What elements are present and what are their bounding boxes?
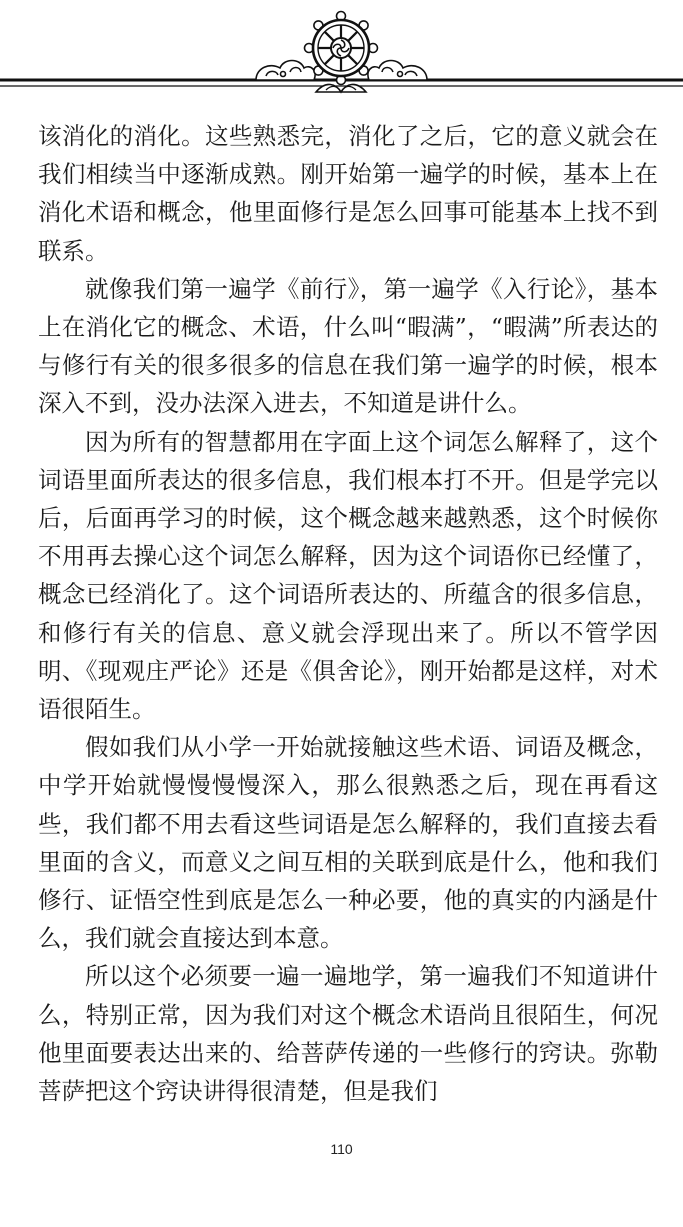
body-text — [38, 117, 658, 1110]
paragraph-1: 该消化的消化。这些熟悉完，消化了之后，它的意义就会在我们相续当中逐渐成熟。刚开始第一遍学的时候，基本上在消化术语和概念，他里面修行是怎么回事可能基本上找不到联系。 — [38, 122, 658, 265]
paragraph-4: 假如我们从小学一开始就接触这些术语、词语及概念，中学开始就慢慢慢慢深入，那么很熟悉之后，现在再看这些，我们都不用去看这些词语是怎么解释的，我们直接去看里面的含义，而意义之间互相的关联到底是什么，他和我们修行、证悟空性到底是怎么一种必要，他的真实的内涵是什么，我们就会直接达到本意。 — [38, 733, 658, 953]
cloud-scroll-left-icon — [256, 61, 315, 81]
paragraph-5: 所以这个必须要一遍一遍地学，第一遍我们不知道讲什么，特别正常，因为我们对这个概念术语尚且很陌生，何况他里面要表达出来的、给菩萨传递的一些修行的窍诀。弥勒菩萨把这个窍诀讲得很清楚，但是我们 — [38, 962, 658, 1106]
paragraph-2: 就像我们第一遍学《前行》，第一遍学《入行论》，基本上在消化它的概念、术语，什么叫“暇满”，“暇满”所表达的与修行有关的很多很多的信息在我们第一遍学的时候，根本深入不到，没办法深入进去，不知道是讲什么。 — [38, 274, 658, 418]
page-number: 110 — [330, 1141, 353, 1157]
paragraph-3: 因为所有的智慧都用在字面上这个词怎么解释了，这个词语里面所表达的很多信息，我们根本打不开。但是学完以后，后面再学习的时候，这个概念越来越熟悉，这个时候你不用再去操心这个词怎么解释，因为这个词语你已经懂了，概念已经消化了。这个词语所表达的、所蕴含的很多信息，和修行有关的信息、意义就会浮现出来了。所以不管学因明、《现观庄严论》还是《俱舍论》，刚开始都是这样，对术语很陌生。 — [38, 427, 658, 724]
header-ornament — [0, 0, 683, 110]
cloud-scroll-right-icon — [368, 61, 427, 81]
